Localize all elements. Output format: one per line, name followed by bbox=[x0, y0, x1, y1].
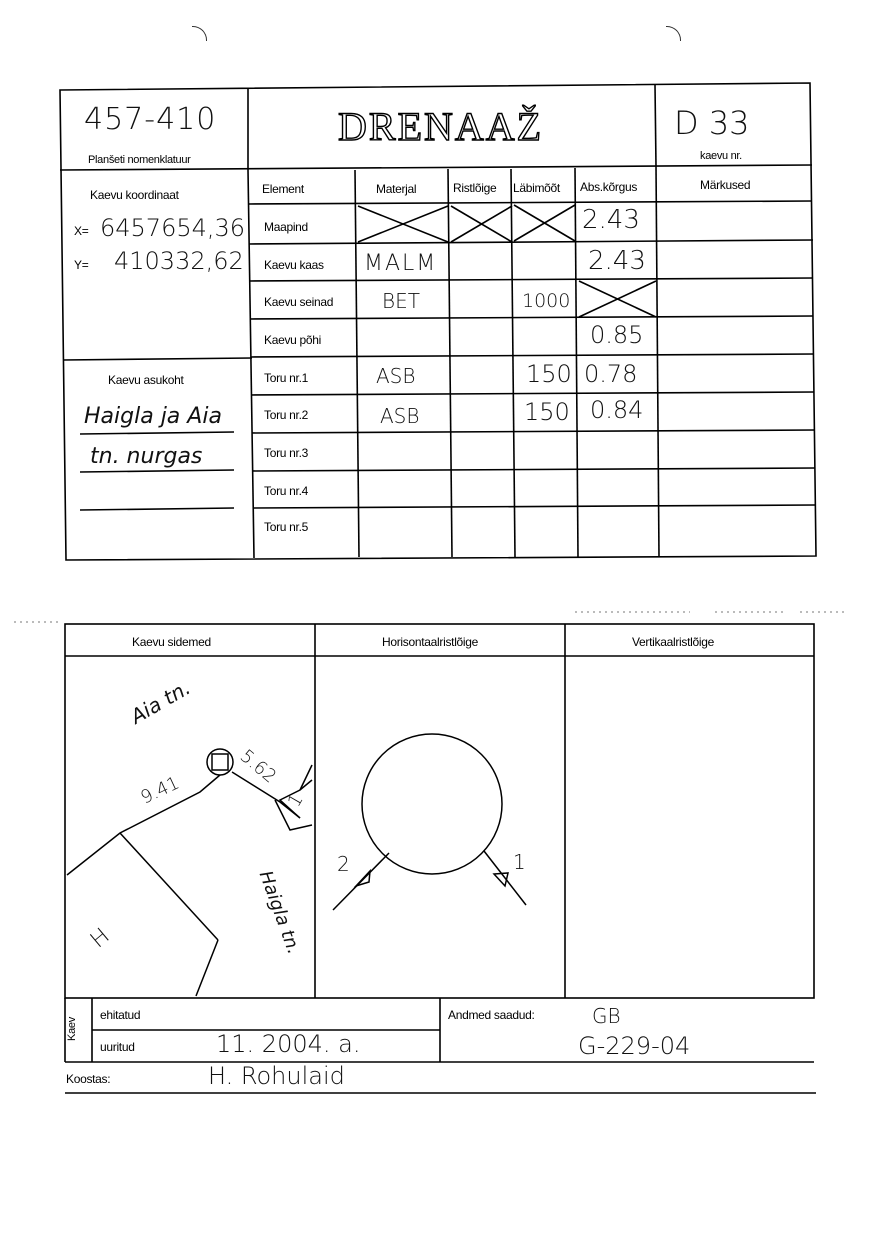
coordinates-label: Kaevu koordinaat bbox=[90, 188, 179, 202]
row-element: Maapind bbox=[264, 220, 308, 234]
row-materjal: ASB bbox=[380, 404, 420, 428]
footer-data-label: Andmed saadud: bbox=[448, 1008, 535, 1022]
row-abs-korgus: 0.84 bbox=[590, 396, 644, 424]
sketch-building-label-h: H bbox=[85, 923, 115, 954]
footer-surveyed-value: 11. 2004. a. bbox=[216, 1030, 361, 1058]
row-element: Toru nr.4 bbox=[264, 484, 308, 498]
footer-data-value-2: G-229-04 bbox=[578, 1032, 691, 1060]
row-element: Kaevu kaas bbox=[264, 258, 324, 272]
footer-well-label: Kaev bbox=[65, 1017, 78, 1041]
footer-compiled-label: Koostas: bbox=[66, 1072, 111, 1086]
x-coordinate-label: X= bbox=[74, 224, 89, 238]
row-labimoot: 150 bbox=[526, 360, 572, 388]
row-abs-korgus: 0.78 bbox=[584, 360, 638, 388]
col-header-materjal: Materjal bbox=[376, 182, 417, 196]
sketch-distance-1: 9.41 bbox=[137, 772, 183, 809]
row-element: Toru nr.1 bbox=[264, 371, 308, 385]
col-header-ristloige: Ristlõige bbox=[453, 181, 497, 195]
location-line-1: Haigla ja Aia bbox=[84, 404, 222, 429]
row-materjal: ASB bbox=[376, 364, 416, 388]
row-abs-korgus: 2.43 bbox=[588, 246, 646, 276]
page-title: DRENAAŽ bbox=[338, 104, 544, 149]
row-labimoot: 150 bbox=[524, 398, 570, 426]
row-element: Kaevu põhi bbox=[264, 333, 322, 347]
row-element: Kaevu seinad bbox=[264, 295, 334, 309]
pipe-label-2: 2 bbox=[337, 852, 350, 876]
row-abs-korgus: 0.85 bbox=[590, 321, 644, 349]
x-coordinate-value: 6457654,36 bbox=[100, 214, 246, 242]
well-number-value: D 33 bbox=[674, 104, 750, 142]
sketch-street-haigla: Haigla tn. bbox=[254, 868, 305, 957]
row-materjal: MALM bbox=[364, 251, 438, 276]
footer-compiled-value: H. Rohulaid bbox=[208, 1062, 345, 1090]
section-label-horizontal: Horisontaalristlõige bbox=[382, 635, 479, 649]
col-header-markused: Märkused bbox=[700, 178, 751, 192]
row-labimoot: 1000 bbox=[522, 290, 571, 312]
nomenclature-label: Planšeti nomenklatuur bbox=[88, 154, 191, 166]
row-abs-korgus: 2.43 bbox=[582, 205, 640, 235]
sketch-building-label-1: 1 bbox=[283, 790, 308, 811]
row-materjal: BET bbox=[382, 289, 420, 313]
row-element: Toru nr.2 bbox=[264, 408, 308, 422]
row-element: Toru nr.3 bbox=[264, 446, 308, 460]
section-label-ties: Kaevu sidemed bbox=[132, 635, 211, 649]
footer-surveyed-label: uuritud bbox=[100, 1040, 135, 1054]
col-header-element: Element bbox=[262, 182, 304, 196]
pipe-label-1: 1 bbox=[513, 850, 526, 874]
location-label: Kaevu asukoht bbox=[108, 373, 184, 387]
col-header-labimoot: Läbimõõt bbox=[513, 181, 560, 195]
y-coordinate-label: Y= bbox=[74, 258, 89, 272]
location-line-2: tn. nurgas bbox=[90, 444, 203, 469]
well-number-label: kaevu nr. bbox=[700, 150, 742, 162]
sketch-street-aia: Aia tn. bbox=[126, 675, 195, 729]
col-header-abs-korgus: Abs.kõrgus bbox=[580, 180, 638, 194]
sketch-distance-2: 5.62 bbox=[235, 745, 281, 788]
nomenclature-value: 457-410 bbox=[84, 102, 217, 137]
y-coordinate-value: 410332,62 bbox=[114, 247, 244, 275]
section-label-vertical: Vertikaalristlõige bbox=[632, 635, 714, 649]
footer-data-value-1: GB bbox=[592, 1004, 621, 1028]
footer-built-label: ehitatud bbox=[100, 1008, 141, 1022]
row-element: Toru nr.5 bbox=[264, 520, 308, 534]
